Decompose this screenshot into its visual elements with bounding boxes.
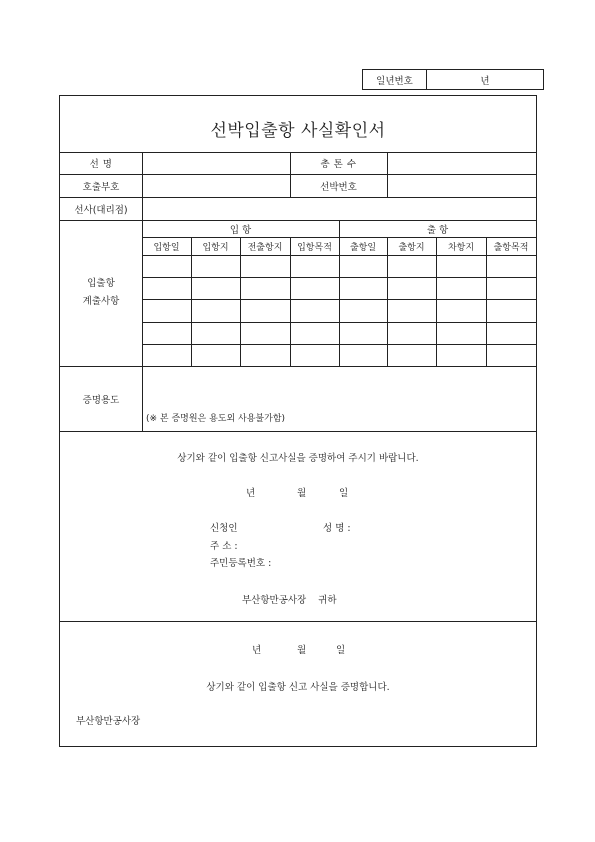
certify-issuer: 부산항만공사장 xyxy=(76,716,141,727)
movement-table-cell[interactable] xyxy=(340,256,387,277)
applicant-name-label: 성 명 : xyxy=(323,523,351,534)
col-departure-port: 출항지 xyxy=(398,242,425,253)
serial-number-box xyxy=(362,69,544,90)
certify-date-year: 년 xyxy=(252,645,262,656)
arrival-header: 입 항 xyxy=(229,224,252,236)
applicant-label: 신청인 xyxy=(210,523,238,534)
movement-table-cell[interactable] xyxy=(192,278,240,299)
movement-table-cell[interactable] xyxy=(487,323,536,344)
movement-table-cell[interactable] xyxy=(437,323,486,344)
request-statement: 상기와 같이 입출항 신고사실을 증명하여 주시기 바랍니다. xyxy=(177,453,419,464)
col-previous-port: 전출항지 xyxy=(247,242,283,253)
movement-table-cell[interactable] xyxy=(291,256,339,277)
movement-table-cell[interactable] xyxy=(143,256,191,277)
movement-table-cell[interactable] xyxy=(437,300,486,322)
movement-table-cell[interactable] xyxy=(143,345,191,366)
col-arrival-purpose: 입항목적 xyxy=(297,242,332,253)
movement-table-cell[interactable] xyxy=(437,256,486,277)
call-sign-field[interactable] xyxy=(143,175,289,197)
movement-table-cell[interactable] xyxy=(291,345,339,366)
serial-number-label: 일년번호 xyxy=(363,70,427,89)
addressee xyxy=(242,591,337,607)
movement-table-cell[interactable] xyxy=(192,256,240,277)
request-date-day: 일 xyxy=(339,488,349,499)
tonnage-field[interactable] xyxy=(388,153,536,174)
form-title: 선박입출항 사실확인서 xyxy=(210,121,386,141)
movement-table-cell[interactable] xyxy=(291,300,339,322)
movement-table-cell[interactable] xyxy=(388,345,436,366)
movement-table-cell[interactable] xyxy=(487,278,536,299)
col-arrival-date: 입항일 xyxy=(153,242,180,253)
movement-table-cell[interactable] xyxy=(241,323,290,344)
ship-number-field[interactable] xyxy=(388,175,536,197)
movement-table-cell[interactable] xyxy=(241,345,290,366)
movement-table-cell[interactable] xyxy=(241,256,290,277)
certify-date-day: 일 xyxy=(336,645,346,656)
movement-table-cell[interactable] xyxy=(487,256,536,277)
col-next-port: 차항지 xyxy=(447,242,475,253)
movement-table-cell[interactable] xyxy=(388,256,436,277)
applicant-id-label: 주민등록번호 : xyxy=(210,558,272,569)
movement-label-line1: 입출항 xyxy=(87,278,115,289)
ship-number-label: 선박번호 xyxy=(320,181,357,193)
certify-date-month: 월 xyxy=(297,645,307,656)
movement-table-cell[interactable] xyxy=(340,323,387,344)
purpose-field[interactable] xyxy=(143,367,536,407)
purpose-note: (※ 본 증명원은 용도외 사용불가함) xyxy=(146,413,286,424)
movement-table-cell[interactable] xyxy=(388,300,436,322)
departure-header: 출 항 xyxy=(426,224,449,236)
movement-table-cell[interactable] xyxy=(437,278,486,299)
agent-label: 선사(대리점) xyxy=(74,204,128,216)
tonnage-label: 총 톤 수 xyxy=(320,159,357,170)
addressee-name: 부산항만공사장 xyxy=(242,595,307,606)
movement-label-line2: 계출사항 xyxy=(82,296,120,307)
movement-table-cell[interactable] xyxy=(143,300,191,322)
col-departure-date: 출항일 xyxy=(349,242,377,253)
movement-table-cell[interactable] xyxy=(437,345,486,366)
movement-table-cell[interactable] xyxy=(143,278,191,299)
movement-table-cell[interactable] xyxy=(340,278,387,299)
certify-statement: 상기와 같이 입출항 신고 사실을 증명합니다. xyxy=(206,682,390,693)
movement-table-cell[interactable] xyxy=(192,323,240,344)
movement-table-cell[interactable] xyxy=(241,278,290,299)
certificate-form xyxy=(59,95,537,747)
movement-table-cell[interactable] xyxy=(340,345,387,366)
movement-table-cell[interactable] xyxy=(487,345,536,366)
movement-table-cell[interactable] xyxy=(192,300,240,322)
movement-table-cell[interactable] xyxy=(388,278,436,299)
addressee-honorific: 귀하 xyxy=(318,595,337,606)
purpose-label: 증명용도 xyxy=(82,394,120,406)
movement-table-cell[interactable] xyxy=(340,300,387,322)
col-departure-purpose: 출항목적 xyxy=(493,242,529,253)
ship-name-field[interactable] xyxy=(143,153,289,174)
agent-field[interactable] xyxy=(143,198,536,220)
movement-table-cell[interactable] xyxy=(291,278,339,299)
request-date-year: 년 xyxy=(246,488,256,499)
movement-table-cell[interactable] xyxy=(388,323,436,344)
movement-table-cell[interactable] xyxy=(143,323,191,344)
movement-table-cell[interactable] xyxy=(192,345,240,366)
movement-section-label xyxy=(60,220,142,366)
serial-number-value[interactable]: 년 xyxy=(480,75,490,87)
col-arrival-port: 입항지 xyxy=(202,242,229,253)
call-sign-label: 호출부호 xyxy=(82,181,120,193)
request-date-month: 월 xyxy=(297,488,307,499)
movement-table-cell[interactable] xyxy=(291,323,339,344)
movement-table-cell[interactable] xyxy=(241,300,290,322)
applicant-address-label: 주 소 : xyxy=(210,541,238,552)
movement-table-cell[interactable] xyxy=(487,300,536,322)
ship-name-label: 선 명 xyxy=(89,159,113,170)
